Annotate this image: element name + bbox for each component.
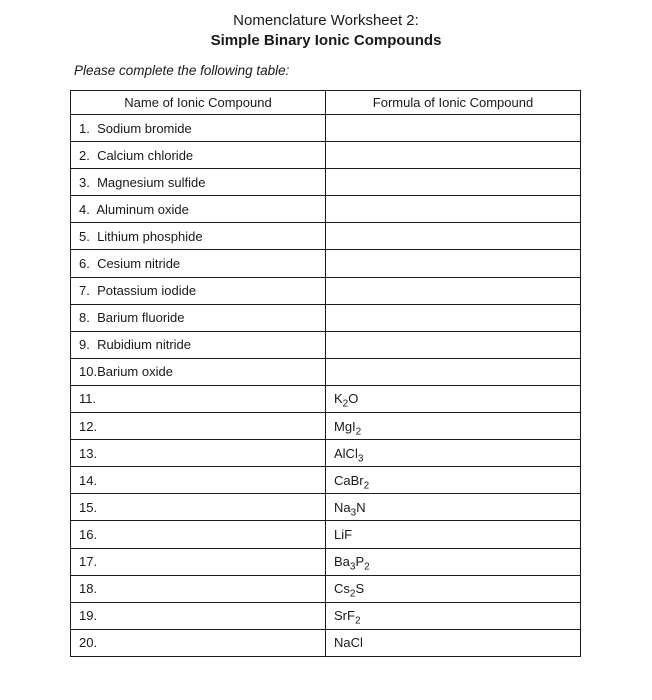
table-row	[71, 169, 581, 196]
formula-cell: LiF	[326, 521, 581, 548]
table-row	[71, 277, 581, 304]
name-cell: 10.Barium oxide	[71, 358, 326, 385]
table-row	[71, 196, 581, 223]
table-row	[71, 250, 581, 277]
formula-cell	[326, 250, 581, 277]
name-cell: 14.	[71, 467, 326, 494]
table-row	[71, 521, 581, 548]
compound-table	[70, 90, 581, 657]
instruction-text: Please complete the following table:	[74, 63, 290, 78]
name-cell: 9. Rubidium nitride	[71, 331, 326, 358]
name-cell: 11.	[71, 385, 326, 412]
name-cell: 12.	[71, 413, 326, 440]
table-row	[71, 440, 581, 467]
name-cell: 18.	[71, 575, 326, 602]
table-row	[71, 602, 581, 629]
formula-cell	[326, 196, 581, 223]
formula-cell: AlCl$_3$	[326, 440, 581, 467]
table-row	[71, 142, 581, 169]
formula-cell: $K_2O$	[326, 385, 581, 412]
name-cell: 16.	[71, 521, 326, 548]
formula-cell: MgI$_2$	[326, 413, 581, 440]
formula-cell: $Na_3N$	[326, 494, 581, 521]
worksheet-title-line1: Nomenclature Worksheet 2:	[233, 12, 419, 29]
formula-cell	[326, 277, 581, 304]
name-cell: 7. Potassium iodide	[71, 277, 326, 304]
worksheet-title	[0, 0, 652, 50]
table-row	[71, 575, 581, 602]
worksheet-title-line2: Simple Binary Ionic Compounds	[210, 32, 442, 49]
table-row	[71, 304, 581, 331]
table-row	[71, 629, 581, 656]
table-row	[71, 494, 581, 521]
table-row	[71, 385, 581, 412]
formula-cell: CaBr$_2$	[326, 467, 581, 494]
formula-cell: $Cs_2S$	[326, 575, 581, 602]
formula-cell	[326, 142, 581, 169]
name-cell: 19.	[71, 602, 326, 629]
name-cell: 4. Aluminum oxide	[71, 196, 326, 223]
header-formula-column: Formula of Ionic Compound	[326, 91, 581, 115]
formula-cell: NaCl	[326, 629, 581, 656]
formula-cell	[326, 169, 581, 196]
formula-cell	[326, 331, 581, 358]
name-cell: 6. Cesium nitride	[71, 250, 326, 277]
name-cell: 2. Calcium chloride	[71, 142, 326, 169]
table-row	[71, 115, 581, 142]
name-cell: 8. Barium fluoride	[71, 304, 326, 331]
name-cell: 13.	[71, 440, 326, 467]
formula-cell	[326, 115, 581, 142]
name-cell: 3. Magnesium sulfide	[71, 169, 326, 196]
formula-cell	[326, 304, 581, 331]
formula-cell: $Ba_3P_2$	[326, 548, 581, 575]
table-header-row	[71, 91, 581, 115]
name-cell: 5. Lithium phosphide	[71, 223, 326, 250]
name-cell: 1. Sodium bromide	[71, 115, 326, 142]
name-cell: 15.	[71, 494, 326, 521]
table-row	[71, 467, 581, 494]
formula-cell	[326, 223, 581, 250]
formula-cell	[326, 358, 581, 385]
table-row	[71, 358, 581, 385]
table-row	[71, 223, 581, 250]
name-cell: 17.	[71, 548, 326, 575]
formula-cell: SrF$_2$	[326, 602, 581, 629]
header-name-column: Name of Ionic Compound	[71, 91, 326, 115]
table-row	[71, 548, 581, 575]
table-row	[71, 331, 581, 358]
table-row	[71, 413, 581, 440]
name-cell: 20.	[71, 629, 326, 656]
